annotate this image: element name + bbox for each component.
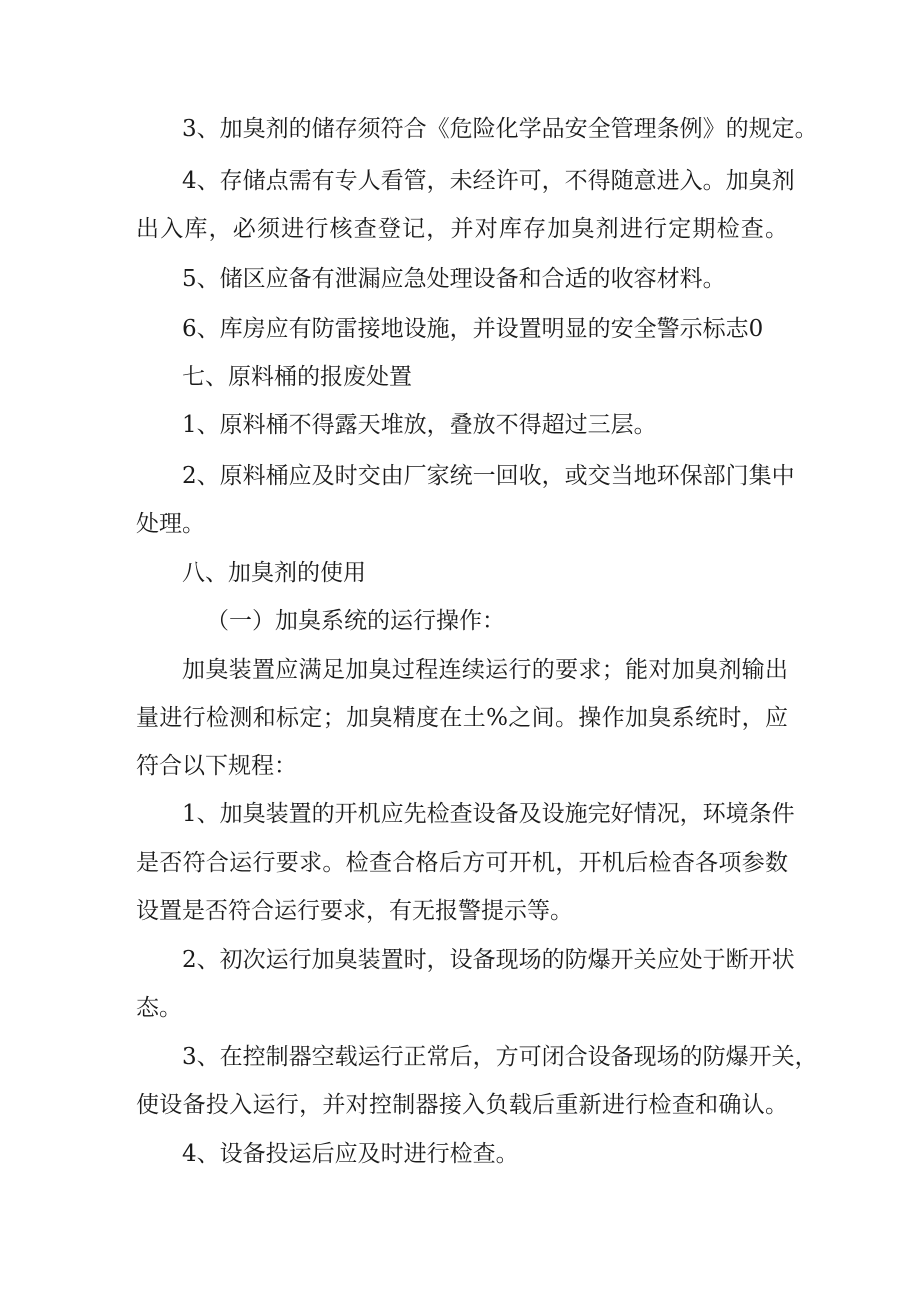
section-8-item-1-line-2: 是否符合运行要求。检查合格后方可开机，开机后检杳各项参数 <box>136 850 788 876</box>
section-7-item-2-line-2: 处理。 <box>136 511 205 537</box>
storage-item-6: 6、库房应有防雷接地设施，并设置明显的安全警示标志0 <box>182 316 764 342</box>
section-8-intro-line-3: 符合以下规程： <box>136 753 297 779</box>
section-8-item-1-line-3: 设置是否符合运行要求，有无报警提示等。 <box>136 898 573 924</box>
section-8-item-4: 4、设备投运后应及时进行检查。 <box>182 1141 519 1167</box>
section-7-heading: 七、原料桶的报废处置 <box>182 364 412 390</box>
section-8-item-3-line-2: 使设备投入运行，并对控制器接入负载后重新进行检查和确认。 <box>136 1092 788 1118</box>
section-8-subheading: （一）加臭系统的运行操作： <box>206 608 505 634</box>
section-8-item-2-line-2: 态。 <box>136 995 182 1021</box>
section-8-intro-line-1: 加臭装置应满足加臭过程连续运行的要求；能对加臭剂输出 <box>182 657 788 683</box>
storage-item-4-line-2: 出入库，必须进行核查登记，并对库存加臭剂进行定期检查。 <box>136 216 788 242</box>
storage-item-4-line-1: 4、存储点需有专人看管，未经许可，不得随意进入。加臭剂 <box>182 168 795 194</box>
section-7-item-1: 1、原料桶不得露天堆放，叠放不得超过三层。 <box>182 412 657 438</box>
section-8-intro-line-2: 量进行检测和标定；加臭精度在土%之间。操作加臭系统时，应 <box>136 705 788 731</box>
section-8-item-2-line-1: 2、初次运行加臭装置时，设备现场的防爆开关应处于断开状 <box>182 947 795 973</box>
section-8-heading: 八、加臭剂的使用 <box>182 560 366 586</box>
section-8-item-3-line-1: 3、在控制器空载运行正常后，方可闭合设备现场的防爆开关， <box>182 1044 818 1070</box>
section-7-item-2-line-1: 2、原料桶应及时交由厂家统一回收，或交当地环保部门集中 <box>182 463 795 489</box>
section-8-item-1-line-1: 1、加臭装置的开机应先检查设备及设施完好情况，环境条件 <box>182 801 795 827</box>
storage-item-3: 3、加臭剂的储存须符合《危险化学品安全管理条例》的规定。 <box>182 116 818 142</box>
storage-item-5: 5、储区应备有泄漏应急处理设备和合适的收容材料。 <box>182 266 726 292</box>
